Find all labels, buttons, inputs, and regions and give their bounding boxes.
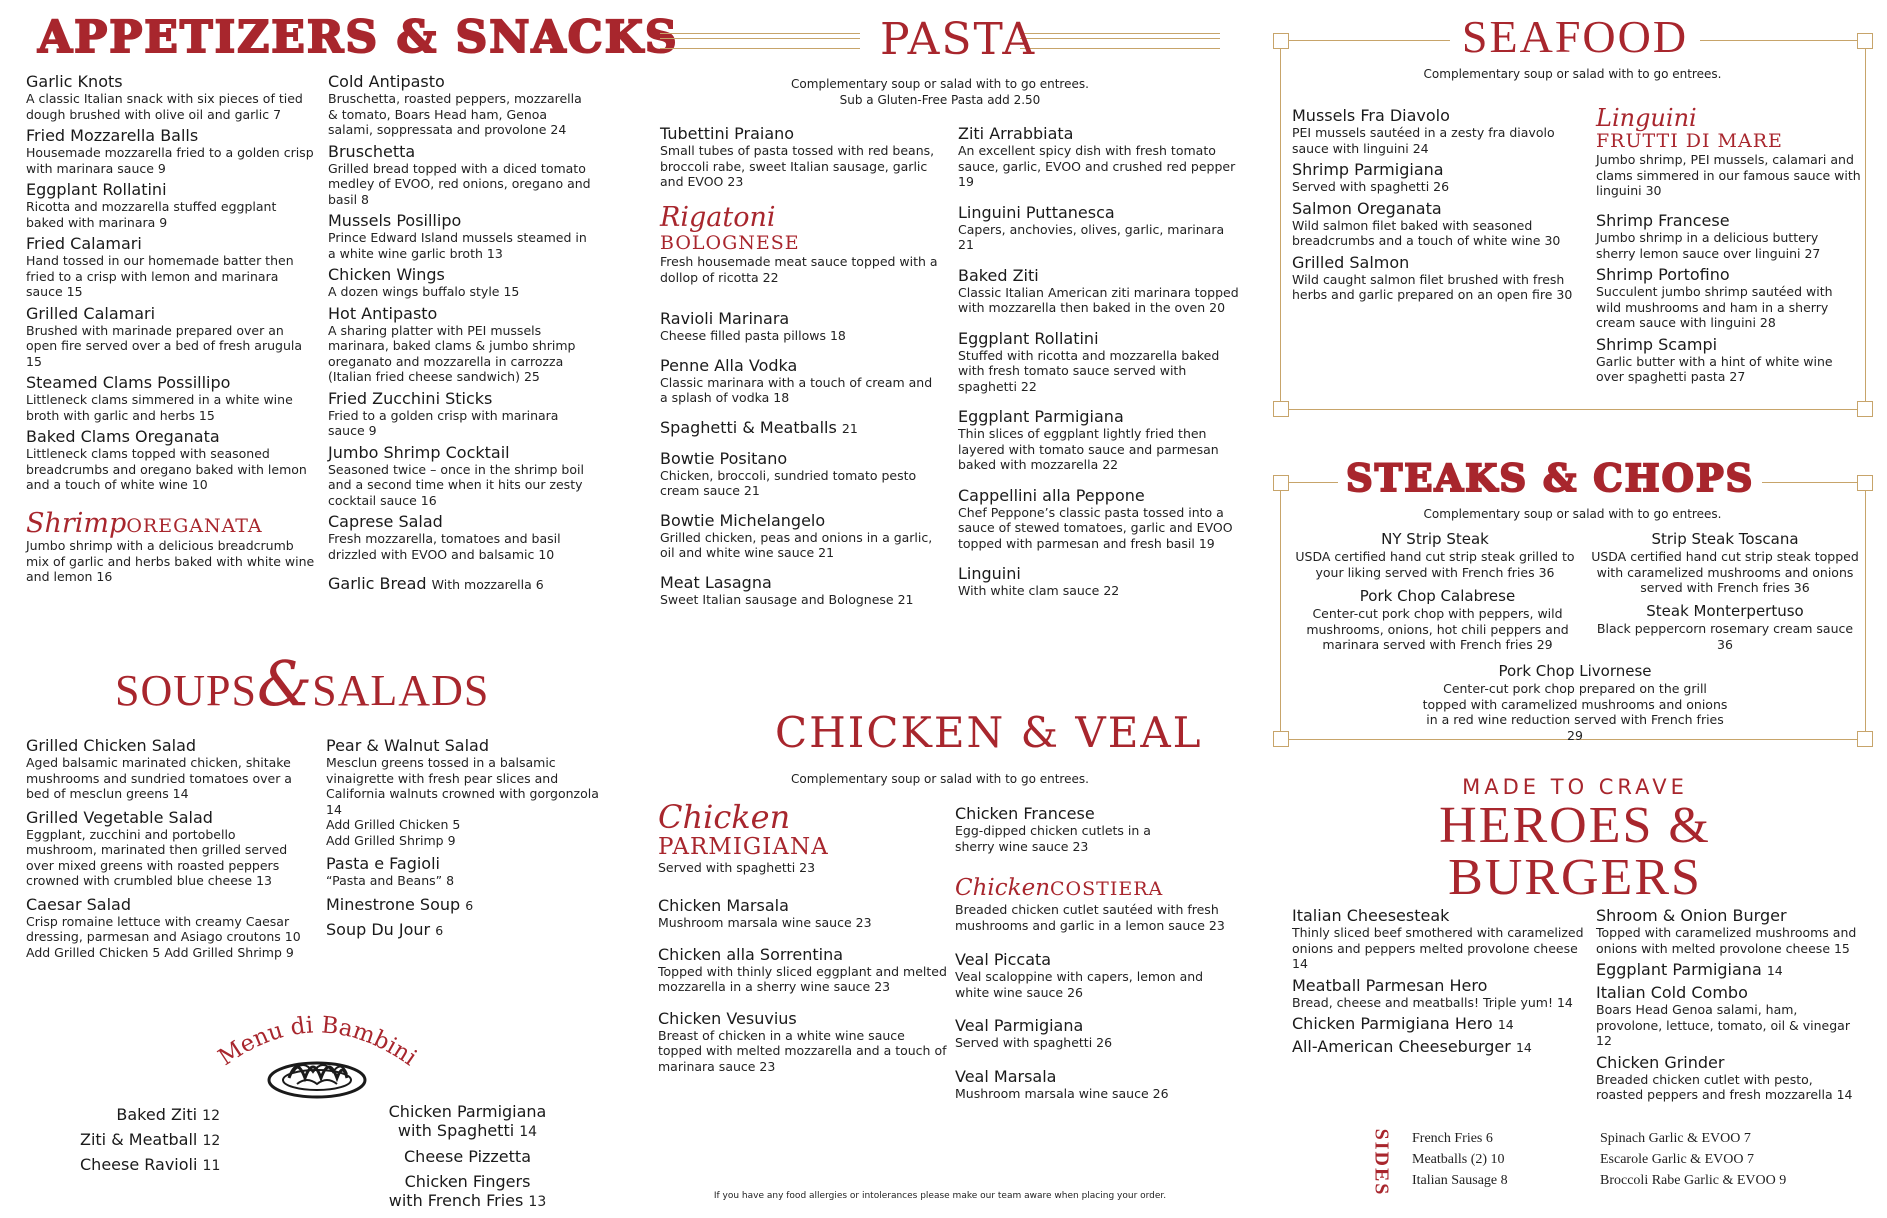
item-name: Garlic Knots (26, 72, 123, 91)
item-desc: USDA certified hand cut strip steak topped with caramelized mushrooms and onions served with French fries 36 (1591, 549, 1859, 595)
menu-item (660, 418, 940, 437)
item-name: Chicken Marsala (658, 896, 789, 915)
item-price: 21 (841, 420, 858, 436)
item-price: 14 (1515, 1040, 1532, 1055)
item-price: 11 (202, 1158, 221, 1174)
item-desc: Classic Italian American ziti marinara topped with mozzarella then baked in the oven 20 (958, 284, 1239, 315)
steak-monterpertuso (1590, 602, 1860, 652)
seafood-right-column (1596, 211, 1861, 385)
frame-corner (1857, 401, 1873, 417)
menu-item (955, 1067, 1225, 1102)
menu-item (958, 203, 1243, 253)
menu-item (1596, 983, 1861, 1049)
item-name: Pasta e Fagioli (326, 854, 440, 873)
item-name: Veal Piccata (955, 950, 1052, 969)
menu-item (958, 124, 1243, 190)
item-name: Baked Ziti (116, 1105, 198, 1124)
frame-corner (1857, 731, 1873, 747)
menu-item (328, 142, 593, 208)
item-name: Grilled Calamari (26, 303, 156, 323)
item-name: Penne Alla Vodka (660, 355, 798, 375)
heroes-title (1380, 797, 1770, 906)
item-name: Pear & Walnut Salad (326, 736, 490, 755)
seafood-left-column (1292, 106, 1582, 303)
menu-item (958, 329, 1243, 395)
menu-item (1596, 960, 1861, 979)
menu-item (660, 309, 940, 344)
menu-item (1292, 976, 1592, 1011)
item-desc: Eggplant, zucchini and portobello mushroom, marinated then grilled served over mixed greens with roasted peppers crowned with crumbled blue cheese 13 (26, 826, 288, 888)
item-price: 12 (202, 1133, 221, 1149)
item-desc: Prince Edward Island mussels steamed in a white wine garlic broth 13 (328, 230, 587, 261)
strip-steak-toscana (1590, 530, 1860, 596)
item-desc: Wild caught salmon filet brushed with fresh herbs and garlic prepared on an open fire 30 (1292, 271, 1573, 302)
sides-label (1368, 1122, 1394, 1202)
appetizers-title: APPETIZERS & SNACKS (38, 12, 679, 63)
item-desc: With mozzarella 6 (431, 577, 544, 592)
item-desc: “Pasta and Beans” 8 (326, 873, 455, 888)
menu-item (1292, 1014, 1592, 1033)
menu-item (26, 180, 316, 230)
item-desc: Topped with caramelized mushrooms and onions with melted provolone cheese 15 (1596, 925, 1857, 956)
item-name: Cappellini alla Peppone (958, 485, 1145, 505)
item-name: Caesar Salad (26, 894, 131, 914)
minestrone-soup (326, 895, 616, 914)
side-item: Meatballs (2) 10 (1412, 1152, 1505, 1167)
item-desc: Jumbo shrimp in a delicious buttery sherry lemon sauce over linguini 27 (1596, 230, 1821, 261)
item-desc: A classic Italian snack with six pieces of tied dough brushed with olive oil and garlic 7 (26, 91, 303, 122)
item-name: Meat Lasagna (660, 572, 772, 592)
menu-item (1292, 106, 1582, 156)
frutti-caps: FRUTTI DI MARE (1596, 130, 1783, 152)
veal-column (955, 950, 1225, 1101)
item-desc: Crisp romaine lettuce with creamy Caesar dressing, parmesan and Asiago croutons 10 (26, 913, 301, 944)
menu-item (1292, 199, 1582, 249)
heroes-kicker: MADE TO CRAVE (1462, 775, 1688, 799)
item-name: Chicken Fingers (404, 1171, 531, 1191)
frame-corner (1857, 33, 1873, 49)
shrimp-script: Shrimp (26, 508, 127, 539)
rigatoni-script: Rigatoni (660, 202, 776, 233)
frame-corner (1273, 401, 1289, 417)
menu-item (26, 895, 306, 961)
menu-item (958, 564, 1243, 599)
bambini-item (380, 1102, 555, 1141)
costiera-caps: COSTIERA (1050, 878, 1164, 900)
item-name: NY Strip Steak (1381, 530, 1489, 548)
bolognese-caps: BOLOGNESE (660, 232, 800, 254)
rigatoni-bolognese (660, 204, 940, 285)
menu-item (660, 356, 940, 406)
chicken-script: Chicken (658, 798, 791, 836)
pasta-title: PASTA (880, 14, 1037, 65)
add-on: Add Grilled Chicken 5 Add Grilled Shrimp 9 (26, 944, 294, 960)
item-price: 12 (202, 1108, 220, 1124)
item-name: Pork Chop Livornese (1498, 662, 1652, 680)
chicken-script: Chicken (955, 875, 1051, 901)
item-name: Bowtie Positano (660, 448, 788, 468)
item-name: Italian Cheesesteak (1292, 906, 1450, 925)
item-name: Salmon Oreganata (1292, 198, 1442, 218)
frame-corner (1857, 475, 1873, 491)
menu-item (328, 72, 593, 138)
item-name: Minestrone Soup (326, 894, 461, 914)
chicken-parmigiana (658, 800, 948, 876)
item-desc: Littleneck clams simmered in a white wine broth with garlic and herbs 15 (26, 392, 293, 423)
item-desc: Center-cut pork chop prepared on the grill topped with caramelized mushrooms and onions in a red wine reduction served with French fries 29 (1422, 681, 1728, 743)
menu-item (1596, 906, 1861, 956)
side-item: Spinach Garlic & EVOO 7 (1600, 1131, 1751, 1146)
menu-item (1292, 906, 1592, 972)
sides-left-column (1412, 1128, 1508, 1191)
menu-item (1292, 1037, 1592, 1056)
salads-word: SALADS (312, 666, 490, 715)
item-desc: Veal scaloppine with capers, lemon and white wine sauce 26 (955, 969, 1204, 1000)
pasta-e-fagioli (326, 854, 616, 889)
item-name: Steak Monterpertuso (1646, 602, 1804, 620)
item-desc: Served with spaghetti 26 (955, 1035, 1113, 1050)
item-desc: Center-cut pork chop with peppers, wild mushrooms, onions, hot chili peppers and marinara served with French fries 29 (1306, 606, 1569, 652)
bambini-title: Menu di Bambini (213, 1012, 422, 1072)
item-name: Cold Antipasto (328, 72, 445, 91)
shrimp-oreganata (26, 510, 316, 585)
item-desc: With white clam sauce 22 (958, 583, 1120, 598)
spaghetti-plate-icon (269, 1063, 365, 1097)
item-name: Hot Antipasto (328, 303, 438, 323)
menu-item (1292, 160, 1582, 195)
pork-chop-calabrese (1300, 587, 1575, 653)
item-desc: Housemade mozzarella fried to a golden crisp with marinara sauce 9 (26, 145, 314, 176)
menu-item (328, 265, 593, 300)
item-desc: Breaded chicken cutlet sautéed with fresh mushrooms and garlic in a lemon sauce 23 (955, 902, 1225, 933)
ampersand: & (256, 647, 313, 720)
item-name: Caprese Salad (328, 512, 443, 531)
item-desc: Grilled bread topped with a diced tomato medley of EVOO, red onions, oregano and basil 8 (328, 160, 591, 207)
item-name: Grilled Vegetable Salad (26, 807, 213, 827)
item-desc: Grilled chicken, peas and onions in a garlic, oil and white wine sauce 21 (660, 529, 933, 560)
item-name: Grilled Chicken Salad (26, 736, 197, 755)
item-price: 14 (1766, 963, 1783, 978)
seafood-title: SEAFOOD (1450, 10, 1700, 63)
appetizers-left-column (26, 72, 316, 493)
menu-item (958, 407, 1243, 473)
menu-item (958, 486, 1243, 552)
menu-item (658, 1009, 948, 1075)
soups-left-column (26, 736, 306, 960)
menu-item (26, 373, 316, 423)
item-name: Steamed Clams Possillipo (26, 373, 231, 392)
item-desc: Chicken, broccoli, sundried tomato pesto cream sauce 21 (660, 467, 917, 498)
item-desc: USDA certified hand cut strip steak grilled to your liking served with French fries 36 (1295, 549, 1575, 580)
item-desc: Hand tossed in our homemade batter then fried to a crisp with lemon and marinara sauce 15 (26, 253, 294, 299)
item-name: Cheese Pizzetta (404, 1146, 531, 1166)
item-price: 14 (1497, 1017, 1514, 1032)
item-name: Chicken Parmigiana (388, 1102, 547, 1121)
item-name: Soup Du Jour (326, 919, 431, 939)
menu-item (955, 1016, 1225, 1051)
oreganata-caps: OREGANATA (126, 515, 263, 537)
linguini-frutti-di-mare (1596, 106, 1861, 199)
menu-item (1596, 211, 1861, 261)
item-desc: Mushroom marsala wine sauce 26 (955, 1085, 1169, 1101)
menu-item (26, 736, 306, 802)
item-desc: Bread, cheese and meatballs! Triple yum! 14 (1292, 994, 1573, 1010)
chicken-costiera (955, 874, 1225, 933)
item-desc: A dozen wings buffalo style 15 (328, 284, 520, 299)
pasta-title-rule-left (660, 33, 860, 49)
item-desc: Bruschetta, roasted peppers, mozzarella & tomato, Boars Head ham, Genoa salami, soppressata and provolone 24 (328, 91, 582, 137)
soups-right-column (326, 736, 616, 939)
item-name: Italian Cold Combo (1596, 983, 1748, 1002)
item-desc: Small tubes of pasta tossed with red beans, broccoli rabe, sweet Italian sausage, garlic and EVOO 23 (660, 143, 935, 189)
item-desc: Jumbo shrimp, PEI mussels, calamari and clams simmered in our famous sauce with linguini 30 (1596, 152, 1861, 198)
item-desc: Ricotta and mozzarella stuffed eggplant baked with marinara 9 (26, 199, 277, 230)
ny-strip-steak (1290, 530, 1580, 580)
item-name: Ziti Arrabbiata (958, 124, 1074, 143)
item-name: Mussels Posillipo (328, 211, 462, 230)
note-line: Sub a Gluten-Free Pasta add 2.50 (839, 93, 1041, 107)
item-desc: Aged balsamic marinated chicken, shitake mushrooms and sundried tomatoes over a bed of mesclun greens 14 (26, 755, 292, 801)
soups-word: SOUPS (115, 666, 257, 715)
item-name: Chicken alla Sorrentina (658, 944, 844, 964)
item-name: Jumbo Shrimp Cocktail (328, 442, 510, 462)
tubettini-praiano (660, 124, 940, 190)
item-name: Veal Marsala (955, 1066, 1057, 1086)
pear-walnut-salad (326, 736, 616, 848)
item-name: Shroom & Onion Burger (1596, 906, 1787, 925)
item-price: 13 (528, 1193, 547, 1210)
item-name: Shrimp Francese (1596, 211, 1730, 230)
pasta-note (650, 76, 1230, 108)
item-desc: Jumbo shrimp with a delicious breadcrumb mix of garlic and herbs baked with white wine and lemon 16 (26, 538, 315, 584)
item-name: Tubettini Praiano (660, 124, 795, 143)
frame-corner (1273, 475, 1289, 491)
menu-item (26, 427, 316, 493)
item-name: Pork Chop Calabrese (1359, 587, 1516, 605)
item-name: Shrimp Portofino (1596, 265, 1730, 284)
item-desc: Brushed with marinade prepared over an open fire served over a bed of fresh arugula 15 (26, 322, 303, 369)
item-desc: Thinly sliced beef smothered with caramelized onions and peppers melted provolone cheese 14 (1292, 925, 1584, 971)
item-desc: Topped with thinly sliced eggplant and melted mozzarella in a sherry wine sauce 23 (658, 963, 947, 994)
menu-item (660, 511, 940, 561)
pasta-left-column (660, 309, 940, 607)
item-desc: Chef Peppone’s classic pasta tossed into a sauce of stewed tomatoes, garlic and EVOO topped with parmesan and fresh basil 19 (958, 504, 1233, 551)
item-name: Fried Calamari (26, 234, 142, 253)
item-desc: PEI mussels sautéed in a zesty fra diavolo sauce with linguini 24 (1292, 125, 1555, 156)
menu-item (660, 573, 940, 608)
item-name: Fried Zucchini Sticks (328, 388, 493, 408)
menu-item (660, 449, 940, 499)
item-name: Ravioli Marinara (660, 309, 790, 328)
item-desc: Fried to a golden crisp with marinara sauce 9 (328, 407, 559, 438)
item-name: Baked Ziti (958, 265, 1039, 285)
soup-du-jour (326, 920, 616, 939)
menu-item (1292, 253, 1582, 303)
menu-item (26, 808, 306, 889)
pork-chop-livornese (1420, 662, 1730, 743)
item-desc: Wild salmon filet baked with seasoned breadcrumbs and a touch of white wine 30 (1292, 217, 1561, 248)
menu-item (328, 211, 593, 261)
sides-title: SIDES (1370, 1128, 1393, 1196)
item-name: Eggplant Rollatini (26, 180, 167, 199)
item-name: Ziti & Meatball (80, 1130, 198, 1149)
steaks-title: STEAKS & CHOPS (1338, 456, 1762, 500)
bambini-item (380, 1147, 555, 1166)
item-desc: Littleneck clams topped with seasoned breadcrumbs and oregano baked with lemon and a touch of white wine 10 (26, 446, 307, 492)
item-name: Eggplant Parmigiana (958, 407, 1124, 426)
title-line: BURGERS (1448, 849, 1702, 906)
side-item: French Fries 6 (1412, 1131, 1493, 1146)
menu-item (26, 234, 316, 300)
item-name: Bruschetta (328, 141, 416, 161)
soups-salads-title (115, 647, 490, 720)
item-name: with Spaghetti (397, 1121, 515, 1140)
item-name: Garlic Bread (328, 574, 427, 593)
side-item: Italian Sausage 8 (1412, 1173, 1508, 1188)
item-desc: Thin slices of eggplant lightly fried then layered with tomato sauce and parmesan baked with mozzarella 22 (958, 426, 1219, 472)
item-desc: Served with spaghetti 23 (658, 860, 816, 875)
note-line: Complementary soup or salad with to go entrees. (791, 77, 1089, 91)
item-name: Chicken Wings (328, 265, 445, 284)
side-item: Broccoli Rabe Garlic & EVOO 9 (1600, 1173, 1787, 1188)
item-name: Linguini Puttanesca (958, 202, 1115, 222)
item-name: Meatball Parmesan Hero (1292, 975, 1488, 995)
pasta-left-top (660, 124, 940, 190)
item-desc: Classic marinara with a touch of cream and a splash of vodka 18 (660, 374, 933, 405)
item-name: Eggplant Rollatini (958, 328, 1099, 348)
item-desc: Egg-dipped chicken cutlets in a sherry wine sauce 23 (955, 823, 1151, 854)
heroes-left-column (1292, 906, 1592, 1056)
add-on: Add Grilled Chicken 5 (326, 817, 461, 832)
item-desc: Mushroom marsala wine sauce 23 (658, 915, 872, 930)
item-name: Spaghetti & Meatballs (660, 417, 837, 437)
item-name: Shrimp Parmigiana (1292, 160, 1444, 179)
item-desc: Succulent jumbo shrimp sautéed with wild mushrooms and ham in a sherry cream sauce with linguini 28 (1596, 284, 1833, 330)
menu-item (26, 304, 316, 370)
item-desc: Fresh housemade meat sauce topped with a dollop of ricotta 22 (660, 254, 938, 285)
item-line2 (380, 1191, 555, 1211)
heroes-right-column (1596, 906, 1861, 1103)
pasta-right-column (958, 124, 1243, 599)
item-desc: Fresh mozzarella, tomatoes and basil drizzled with EVOO and balsamic 10 (328, 531, 561, 562)
chicken-francese (955, 804, 1225, 854)
item-name: Chicken Vesuvius (658, 1008, 797, 1028)
item-line2 (380, 1121, 555, 1141)
item-name: Chicken Francese (955, 804, 1095, 823)
chicken-note: Complementary soup or salad with to go entrees. (791, 772, 1089, 786)
item-name: All-American Cheeseburger (1292, 1037, 1511, 1056)
parmigiana-caps: PARMIGIANA (658, 834, 829, 860)
item-desc: Breast of chicken in a white wine sauce topped with melted mozzarella and a touch of marinara sauce 23 (658, 1027, 947, 1074)
chicken-left-column (658, 896, 948, 1074)
item-price: 6 (465, 897, 474, 913)
item-price: 6 (435, 922, 444, 938)
add-on: Add Grilled Shrimp 9 (326, 832, 456, 848)
bambini-item (80, 1152, 220, 1177)
menu-item (328, 389, 593, 439)
linguini-script: Linguini (1596, 104, 1697, 132)
item-desc: An excellent spicy dish with fresh tomato sauce, garlic, EVOO and crushed red pepper 19 (958, 143, 1236, 189)
item-name: Chicken Grinder (1596, 1052, 1725, 1072)
frame-corner (1273, 731, 1289, 747)
item-desc: Breaded chicken cutlet with pesto, roasted peppers and fresh mozzarella 14 (1596, 1071, 1853, 1102)
bambini-badge (205, 1000, 430, 1110)
menu-item (955, 950, 1225, 1000)
item-name: Veal Parmigiana (955, 1016, 1084, 1035)
menu-item (658, 896, 948, 931)
item-desc: Cheese filled pasta pillows 18 (660, 328, 846, 343)
bambini-item (380, 1172, 555, 1211)
item-name: Cheese Ravioli (80, 1155, 198, 1174)
bambini-item (80, 1127, 220, 1152)
item-desc: Stuffed with ricotta and mozzarella baked with fresh tomato sauce served with spaghetti 22 (958, 347, 1220, 394)
menu-item (1596, 1053, 1861, 1103)
menu-item (1596, 265, 1861, 331)
chicken-veal-title: CHICKEN & VEAL (775, 708, 1203, 757)
item-name: Strip Steak Toscana (1651, 530, 1799, 548)
item-desc: Boars Head Genoa salami, ham, provolone, lettuce, tomato, oil & vinegar 12 (1596, 1002, 1850, 1048)
appetizers-right-column (328, 72, 593, 562)
menu-item (328, 512, 593, 562)
garlic-bread (328, 574, 544, 593)
sides-right-column (1600, 1128, 1786, 1191)
menu-item (328, 304, 593, 385)
frame-corner (1273, 33, 1289, 49)
item-name: Shrimp Scampi (1596, 334, 1718, 354)
menu-item (26, 126, 316, 176)
bambini-left-column (80, 1102, 220, 1177)
menu-item (958, 266, 1243, 316)
item-desc: Garlic butter with a hint of white wine over spaghetti pasta 27 (1596, 353, 1833, 384)
item-name: Mussels Fra Diavolo (1292, 106, 1450, 125)
side-item: Escarole Garlic & EVOO 7 (1600, 1152, 1754, 1167)
item-desc: Served with spaghetti 26 (1292, 179, 1450, 194)
item-name: Bowtie Michelangelo (660, 510, 826, 530)
item-desc: Sweet Italian sausage and Bolognese 21 (660, 591, 914, 607)
bambini-right-column (380, 1102, 555, 1216)
item-name: Fried Mozzarella Balls (26, 126, 199, 145)
item-desc: Black peppercorn rosemary cream sauce 36 (1596, 621, 1854, 652)
item-price: 14 (519, 1124, 538, 1140)
item-name: Grilled Salmon (1292, 252, 1410, 272)
item-desc: Capers, anchovies, olives, garlic, marinara 21 (958, 221, 1225, 252)
menu-item (1596, 335, 1861, 385)
item-name: Eggplant Parmigiana (1596, 960, 1762, 979)
item-name: Baked Clams Oreganata (26, 427, 220, 446)
item-name: Linguini (958, 564, 1021, 583)
steaks-note: Complementary soup or salad with to go entrees. (1423, 507, 1722, 521)
menu-item (658, 945, 948, 995)
item-name: with French Fries (388, 1190, 524, 1210)
item-name: Chicken Parmigiana Hero (1292, 1014, 1493, 1033)
item-desc: Seasoned twice – once in the shrimp boil and a second time when it hits our zesty cocktail sauce 16 (328, 461, 584, 508)
title-line: HEROES & (1439, 797, 1711, 854)
item-desc: Mesclun greens tossed in a balsamic vinaigrette with fresh pear slices and California walnuts crowned with gorgonzola 14 (326, 755, 599, 817)
seafood-note: Complementary soup or salad with to go entrees. (1423, 67, 1722, 81)
menu-item (328, 443, 593, 509)
menu-item (26, 72, 316, 122)
bambini-item (80, 1102, 220, 1127)
allergy-notice: If you have any food allergies or intolerances please make our team aware when placing your order. (713, 1191, 1167, 1201)
pasta-title-rule-right (1020, 33, 1220, 49)
item-desc: A sharing platter with PEI mussels marinara, baked clams & jumbo shrimp oreganato and mozzarella in carrozza (Italian fried cheese sandwich) 25 (328, 322, 576, 384)
